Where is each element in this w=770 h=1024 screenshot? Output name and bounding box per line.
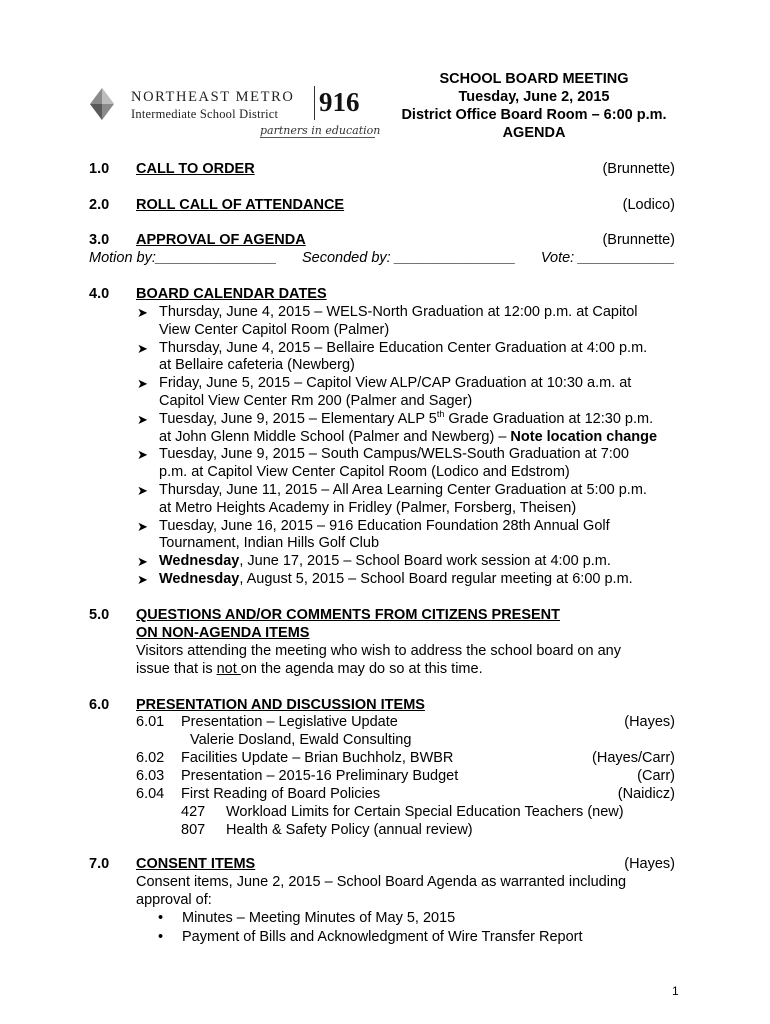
section-body: Visitors attending the meeting who wish to address the school board on any [136, 643, 621, 659]
list-item [136, 446, 696, 482]
item-presenter: (Hayes/Carr) [592, 750, 675, 766]
item-text [159, 553, 696, 571]
item-title: Facilities Update – Brian Buchholz, BWBR [181, 750, 454, 766]
item-text: Thursday, June 4, 2015 – Bellaire Education Center Graduation at 4:00 p.m. [159, 339, 648, 356]
item-presenter: (Hayes) [624, 714, 675, 730]
item-text: Tournament, Indian Hills Golf Club [159, 535, 380, 552]
item-text-part: at John Glenn Middle School (Palmer and Newberg) – [159, 428, 511, 445]
item-text-part: Grade Graduation at 12:30 p.m. [444, 410, 654, 427]
district-logo [88, 84, 388, 144]
item-text: p.m. at Capitol View Center Capitol Room (Lodico and Edstrom) [159, 464, 570, 481]
logo-tagline: partners in education [260, 124, 381, 137]
item-number: 6.03 [136, 768, 165, 784]
section-title: CONSENT ITEMS [136, 856, 256, 872]
item-text [159, 408, 696, 429]
section-title: APPROVAL OF AGENDA [136, 232, 306, 248]
emphasis-not: not [216, 661, 241, 677]
list-item [136, 304, 696, 340]
arrow-bullet-icon: ➤ [137, 571, 148, 587]
arrow-bullet-icon: ➤ [137, 554, 148, 570]
item-text: View Center Capitol Room (Palmer) [159, 321, 390, 338]
section-presenter: (Lodico) [622, 197, 675, 213]
item-text: at Bellaire cafeteria (Newberg) [159, 357, 355, 374]
vote-field: Vote: ____________ [540, 250, 675, 266]
arrow-bullet-icon: ➤ [137, 340, 148, 356]
policy-title: Workload Limits for Certain Special Education Teachers (new) [226, 804, 624, 820]
item-text: Tuesday, June 9, 2015 – South Campus/WELS-South Graduation at 7:00 [159, 446, 629, 463]
item-text: Minutes – Meeting Minutes of May 5, 2015 [182, 910, 456, 926]
item-text: Thursday, June 4, 2015 – WELS-North Graduation at 12:00 p.m. at Capitol [159, 304, 638, 320]
list-item [136, 482, 696, 518]
item-text: at Metro Heights Academy in Fridley (Palmer, Forsberg, Theisen) [159, 499, 577, 516]
arrow-bullet-icon: ➤ [137, 447, 148, 463]
section-presenter: (Brunnette) [602, 161, 675, 177]
section-number: 1.0 [89, 161, 110, 177]
policy-number: 807 [181, 822, 206, 838]
arrow-bullet-icon: ➤ [137, 305, 148, 320]
item-title: Presentation – Legislative Update [181, 714, 398, 730]
bullet-icon: • [158, 928, 164, 945]
section-number: 3.0 [89, 232, 110, 248]
section-title-cont: ON NON-AGENDA ITEMS [136, 625, 310, 641]
item-title: Presentation – 2015-16 Preliminary Budget [181, 768, 459, 784]
meeting-header [392, 70, 676, 142]
logo-title: NORTHEAST METRO [131, 89, 295, 105]
motion-by-field: Motion by:_______________ [89, 250, 277, 266]
item-title: First Reading of Board Policies [181, 786, 381, 802]
item-presenter: (Carr) [637, 768, 675, 784]
policy-number: 427 [181, 804, 206, 820]
logo-tagline-rule [260, 137, 375, 138]
body-text: on the agenda may do so at this time. [240, 661, 483, 677]
body-text: issue that is [136, 661, 217, 677]
item-text [159, 571, 696, 589]
logo-divider [314, 86, 315, 120]
section-presenter: (Hayes) [624, 856, 675, 872]
section-number: 5.0 [89, 607, 110, 623]
item-day: Wednesday [159, 570, 240, 587]
arrow-bullet-icon: ➤ [137, 376, 148, 392]
item-number: 6.02 [136, 750, 165, 766]
location-change-note: Note location change [510, 428, 658, 445]
list-item [158, 909, 583, 928]
section-body: approval of: [136, 892, 212, 908]
item-text: Friday, June 5, 2015 – Capitol View ALP/CAP Graduation at 10:30 a.m. at [159, 375, 632, 392]
meeting-title: SCHOOL BOARD MEETING [439, 71, 629, 87]
section-presenter: (Brunnette) [602, 232, 675, 248]
section-body: Consent items, June 2, 2015 – School Board Agenda as warranted including [136, 874, 627, 890]
item-subtitle: Valerie Dosland, Ewald Consulting [190, 732, 412, 748]
item-number: 6.01 [136, 714, 165, 730]
logo-number: 916 [319, 87, 360, 117]
item-text-part: Tuesday, June 9, 2015 – Elementary ALP 5 [159, 410, 437, 427]
arrow-bullet-icon: ➤ [137, 411, 148, 427]
item-text: Capitol View Center Rm 200 (Palmer and Sager) [159, 392, 473, 409]
bullet-icon: • [158, 910, 164, 926]
list-item [136, 553, 696, 571]
item-text: Tuesday, June 16, 2015 – 916 Education Foundation 28th Annual Golf [159, 517, 610, 534]
item-text [159, 429, 696, 447]
item-text-part: , June 17, 2015 – School Board work session at 4:00 p.m. [239, 553, 611, 570]
item-number: 6.04 [136, 786, 165, 802]
section-title: CALL TO ORDER [136, 161, 255, 177]
section-number: 2.0 [89, 197, 110, 213]
agenda-label: AGENDA [502, 125, 566, 141]
section-number: 6.0 [89, 697, 110, 713]
section-number: 7.0 [89, 856, 110, 872]
list-item [158, 928, 583, 947]
list-item [136, 571, 696, 589]
section-number: 4.0 [89, 286, 110, 302]
list-item [136, 375, 696, 411]
consent-list [158, 909, 583, 946]
diamond-logo-icon [88, 86, 128, 122]
section-title: PRESENTATION AND DISCUSSION ITEMS [136, 697, 425, 713]
item-day: Wednesday [159, 553, 240, 570]
calendar-list [136, 304, 696, 589]
superscript: th [436, 408, 445, 419]
item-text: Thursday, June 11, 2015 – All Area Learning Center Graduation at 5:00 p.m. [159, 481, 647, 498]
section-body [136, 660, 483, 678]
list-item [136, 408, 696, 447]
policy-title: Health & Safety Policy (annual review) [226, 822, 473, 838]
seconded-by-field: Seconded by: _______________ [302, 250, 516, 266]
list-item [136, 340, 696, 376]
item-text: Payment of Bills and Acknowledgment of Wire Transfer Report [182, 928, 583, 945]
item-presenter: (Naidicz) [617, 786, 675, 802]
page-number: 1 [672, 984, 679, 998]
section-title: ROLL CALL OF ATTENDANCE [136, 197, 345, 213]
item-text-part: , August 5, 2015 – School Board regular meeting at 6:00 p.m. [239, 570, 633, 587]
list-item [136, 518, 696, 554]
meeting-date: Tuesday, June 2, 2015 [458, 89, 610, 105]
section-title: QUESTIONS AND/OR COMMENTS FROM CITIZENS PRESENT [136, 607, 561, 623]
arrow-bullet-icon: ➤ [137, 482, 148, 498]
meeting-location: District Office Board Room – 6:00 p.m. [401, 107, 667, 123]
arrow-bullet-icon: ➤ [137, 518, 148, 534]
logo-subtitle: Intermediate School District [131, 107, 279, 121]
section-title: BOARD CALENDAR DATES [136, 286, 327, 302]
